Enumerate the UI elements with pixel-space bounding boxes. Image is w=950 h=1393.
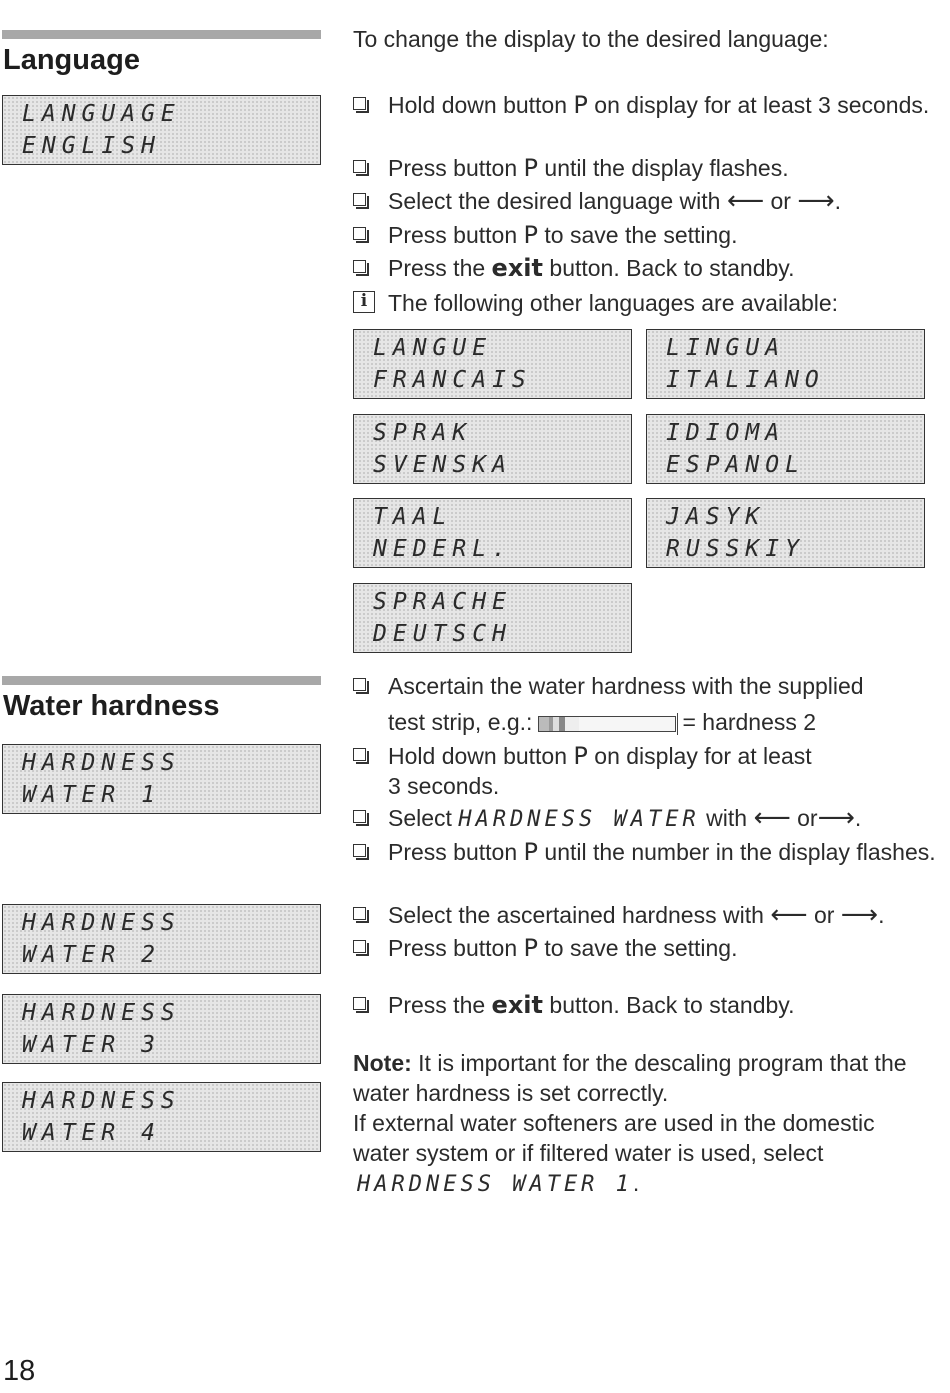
inline-display-text: HARDNESS WATER — [458, 807, 700, 832]
checkbox-icon — [353, 160, 366, 173]
language-display-sv: SPRAK SVENSKA — [353, 414, 632, 484]
language-step-2: Press button P until the display flashes. — [353, 153, 938, 183]
water-step-2: Hold down button P on display for at least 3 seconds. — [353, 741, 938, 801]
left-arrow-icon: ⟵ — [753, 803, 791, 833]
checkbox-icon — [353, 907, 366, 920]
hardness-display-3: HARDNESS WATER 3 — [2, 994, 321, 1064]
p-button-symbol: P — [523, 934, 539, 962]
language-display-it: LINGUA ITALIANO — [646, 329, 925, 399]
p-button-symbol: P — [523, 154, 539, 182]
water-hardness-heading: Water hardness — [3, 690, 220, 722]
checkbox-icon — [353, 940, 366, 953]
language-step-5: Press the exit button. Back to standby. — [353, 253, 938, 283]
language-step-3: Select the desired language with ⟵ or ⟶. — [353, 186, 938, 216]
water-step-4: Press button P until the number in the display flashes. — [353, 837, 938, 867]
language-display-de: SPRACHE DEUTSCH — [353, 583, 632, 653]
water-step-1: Ascertain the water hardness with the supplied test strip, e.g.: = hardness 2 — [353, 671, 938, 737]
note-text: It is important for the descaling program that the water hardness is set correctly. — [353, 1050, 907, 1106]
checkbox-icon — [353, 227, 366, 240]
hardness-display-4: HARDNESS WATER 4 — [2, 1082, 321, 1152]
right-arrow-icon: ⟶ — [817, 803, 855, 833]
left-arrow-icon: ⟵ — [770, 900, 808, 930]
water-step-3: Select HARDNESS WATER with ⟵ or⟶. — [353, 803, 938, 835]
checkbox-icon — [353, 810, 366, 823]
note-text-2: If external water softeners are used in the domestic water system or if filtered water is used, select — [353, 1110, 875, 1166]
note-label: Note: — [353, 1050, 412, 1076]
checkbox-icon — [353, 678, 366, 691]
right-arrow-icon: ⟶ — [840, 900, 879, 930]
checkbox-icon — [353, 844, 366, 857]
p-button-symbol: P — [523, 221, 539, 249]
inline-display-text: HARDNESS WATER 1 — [357, 1172, 633, 1197]
p-button-symbol: P — [573, 742, 588, 770]
checkbox-icon — [353, 97, 366, 110]
language-display-nl: TAAL NEDERL. — [353, 498, 632, 568]
display-line-2: ENGLISH — [22, 133, 161, 159]
water-section-bar — [2, 676, 321, 685]
exit-button-symbol: exit — [491, 254, 544, 282]
info-icon: i — [353, 291, 375, 313]
language-display-es: IDIOMA ESPANOL — [646, 414, 925, 484]
language-display — [2, 95, 321, 165]
water-step-6: Press button P to save the setting. — [353, 933, 938, 963]
language-step-1: Hold down button P on display for at least 3 seconds. — [353, 90, 938, 120]
checkbox-icon — [353, 260, 366, 273]
language-intro: To change the display to the desired language: — [353, 26, 829, 52]
hardness-display-1: HARDNESS WATER 1 — [2, 744, 321, 814]
test-strip-icon — [538, 716, 676, 732]
language-heading: Language — [3, 44, 140, 76]
exit-button-symbol: exit — [491, 991, 544, 1019]
page-number: 18 — [3, 1355, 36, 1387]
water-step-7: Press the exit button. Back to standby. — [353, 990, 938, 1020]
water-hardness-note: Note: It is important for the descaling program that the water hardness is set correctly. If external water softeners are used in the domestic water system or if filtered water is used, select HARDNESS WATER 1. — [353, 1050, 907, 1197]
display-line-1: LANGUAGE — [22, 101, 181, 127]
p-button-symbol: P — [573, 91, 588, 119]
language-section-bar — [2, 30, 321, 39]
language-display-ru: JASYK RUSSKIY — [646, 498, 925, 568]
language-info: i The following other languages are available: — [353, 288, 938, 318]
right-arrow-icon: ⟶ — [797, 186, 835, 216]
checkbox-icon — [353, 748, 366, 761]
language-step-4: Press button P to save the setting. — [353, 220, 938, 250]
hardness-display-2: HARDNESS WATER 2 — [2, 904, 321, 974]
checkbox-icon — [353, 997, 366, 1010]
water-step-5: Select the ascertained hardness with ⟵ or ⟶. — [353, 900, 938, 930]
language-display-fr: LANGUE FRANCAIS — [353, 329, 632, 399]
left-arrow-icon: ⟵ — [726, 186, 765, 216]
checkbox-icon — [353, 193, 366, 206]
p-button-symbol: P — [523, 838, 539, 866]
